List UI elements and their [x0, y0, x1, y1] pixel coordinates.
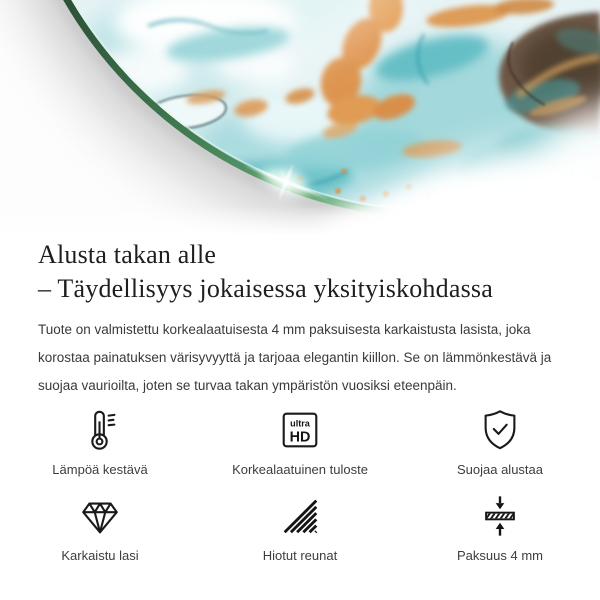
diamond-icon	[77, 492, 123, 540]
feature-heat-resistant	[0, 406, 200, 478]
feature-polished-edges	[200, 492, 400, 564]
feature-label: Hiotut reunat	[262, 548, 338, 563]
heading-line-1: Alusta takan alle	[38, 240, 217, 269]
page-title	[38, 238, 576, 306]
svg-text:HD: HD	[289, 429, 311, 446]
feature-grid	[0, 406, 600, 564]
glass-panel-photo	[0, 0, 600, 234]
thermometer-icon	[77, 406, 123, 454]
feature-label: Paksuus 4 mm	[457, 548, 543, 563]
shield-check-icon	[477, 406, 523, 454]
feature-high-quality-print	[200, 406, 400, 478]
feature-label: Korkealaatuinen tuloste	[232, 462, 368, 477]
svg-text:ultra: ultra	[290, 418, 310, 429]
ultra-hd-icon	[277, 406, 323, 454]
product-photo	[0, 0, 600, 234]
polished-edges-icon	[277, 492, 323, 540]
feature-label: Suojaa alustaa	[456, 462, 543, 477]
bottom-blend	[0, 206, 600, 234]
feature-label: Karkaistu lasi	[61, 548, 139, 563]
feature-label: Lämpöä kestävä	[52, 462, 148, 477]
heading-line-2: – Täydellisyys jokaisessa yksityiskohdassa	[38, 274, 493, 303]
feature-protects-surface	[400, 406, 600, 478]
feature-tempered-glass	[0, 492, 200, 564]
product-description: Tuote on valmistettu korkealaatuisesta 4 mm paksuisesta karkaistusta lasista, joka korostaa painatuksen värisyvyyttä ja tarjoaa elegantin kiillon. Se on lämmönkestävä ja suojaa vaurioilta, joten se turvaa takan ympäristön vuosiksi eteenpäin.	[38, 322, 552, 393]
thickness-icon	[477, 492, 523, 540]
feature-thickness	[400, 492, 600, 564]
